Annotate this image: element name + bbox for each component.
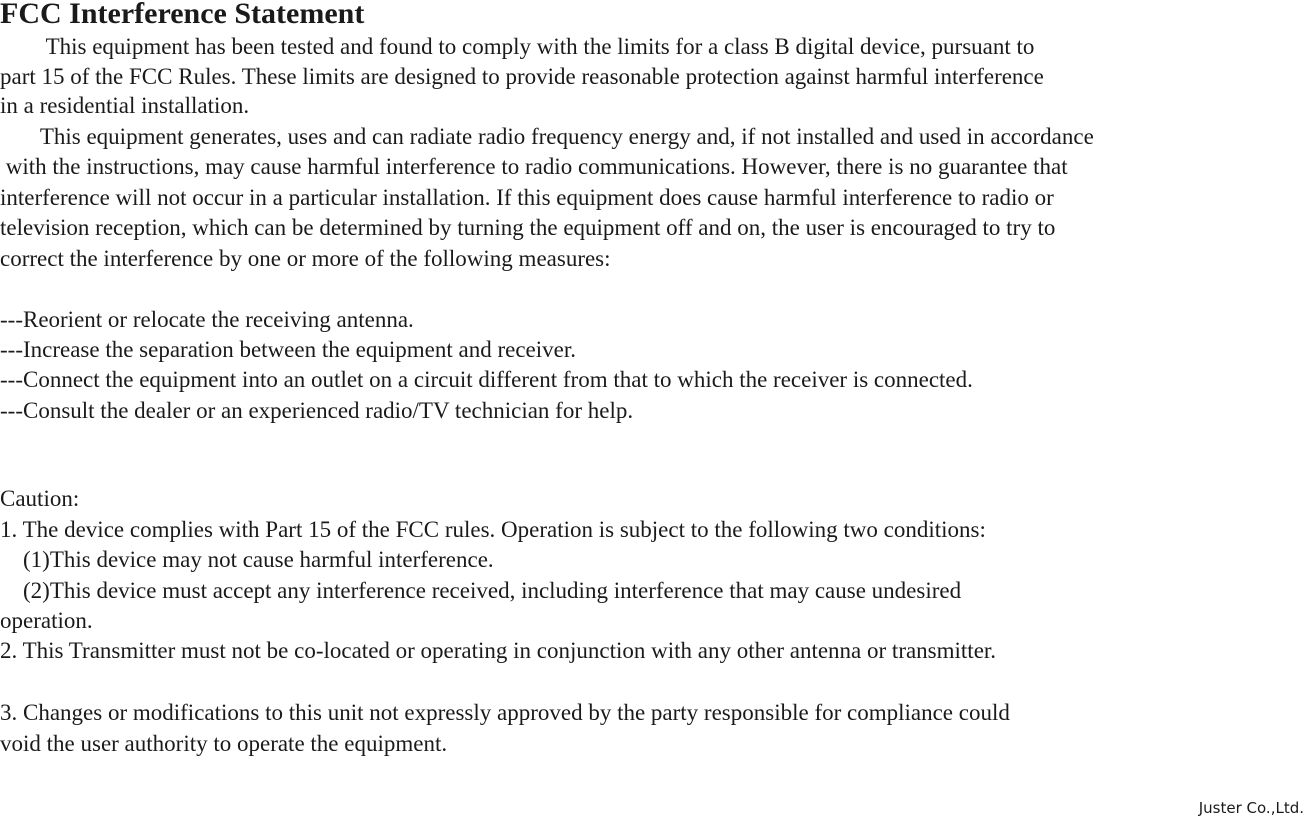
caution-item-1-condition-1: (1)This device may not cause harmful interference. bbox=[0, 547, 494, 572]
paragraph-1-line-1: This equipment has been tested and found to comply with the limits for a class B digital device, pursuant to bbox=[0, 34, 1035, 59]
paragraph-1-line-3: in a residential installation. bbox=[0, 93, 250, 118]
paragraph-1-line-2: part 15 of the FCC Rules. These limits are designed to provide reasonable protection against harmful interference bbox=[0, 64, 1044, 89]
page-title: FCC Interference Statement bbox=[0, 0, 365, 30]
caution-item-3-continued: void the user authority to operate the equipment. bbox=[0, 731, 448, 756]
paragraph-2-line-5: correct the interference by one or more of the following measures: bbox=[0, 246, 611, 271]
caution-heading: Caution: bbox=[0, 486, 80, 511]
company-footer: Juster Co.,Ltd. bbox=[1198, 799, 1304, 817]
measure-item-3: ---Connect the equipment into an outlet on a circuit different from that to which the receiver is connected. bbox=[0, 367, 973, 392]
paragraph-2-line-4: television reception, which can be determined by turning the equipment off and on, the user is encouraged to try to bbox=[0, 215, 1056, 240]
measure-item-1: ---Reorient or relocate the receiving antenna. bbox=[0, 307, 414, 332]
caution-item-1: 1. The device complies with Part 15 of the FCC rules. Operation is subject to the following two conditions: bbox=[0, 517, 986, 542]
measure-item-2: ---Increase the separation between the equipment and receiver. bbox=[0, 337, 576, 362]
paragraph-2-line-1: This equipment generates, uses and can radiate radio frequency energy and, if not installed and used in accordance bbox=[0, 124, 1094, 149]
measure-item-4: ---Consult the dealer or an experienced radio/TV technician for help. bbox=[0, 398, 634, 423]
caution-item-3: 3. Changes or modifications to this unit not expressly approved by the party responsible for compliance could bbox=[0, 700, 1010, 725]
caution-item-2: 2. This Transmitter must not be co-located or operating in conjunction with any other antenna or transmitter. bbox=[0, 638, 997, 663]
paragraph-2-line-3: interference will not occur in a particular installation. If this equipment does cause harmful interference to radio or bbox=[0, 185, 1054, 210]
caution-item-1-condition-2-continued: operation. bbox=[0, 608, 93, 633]
paragraph-2-line-2: with the instructions, may cause harmful interference to radio communications. However, there is no guarantee that bbox=[0, 154, 1068, 179]
caution-item-1-condition-2: (2)This device must accept any interference received, including interference that may cause undesired bbox=[0, 578, 962, 603]
